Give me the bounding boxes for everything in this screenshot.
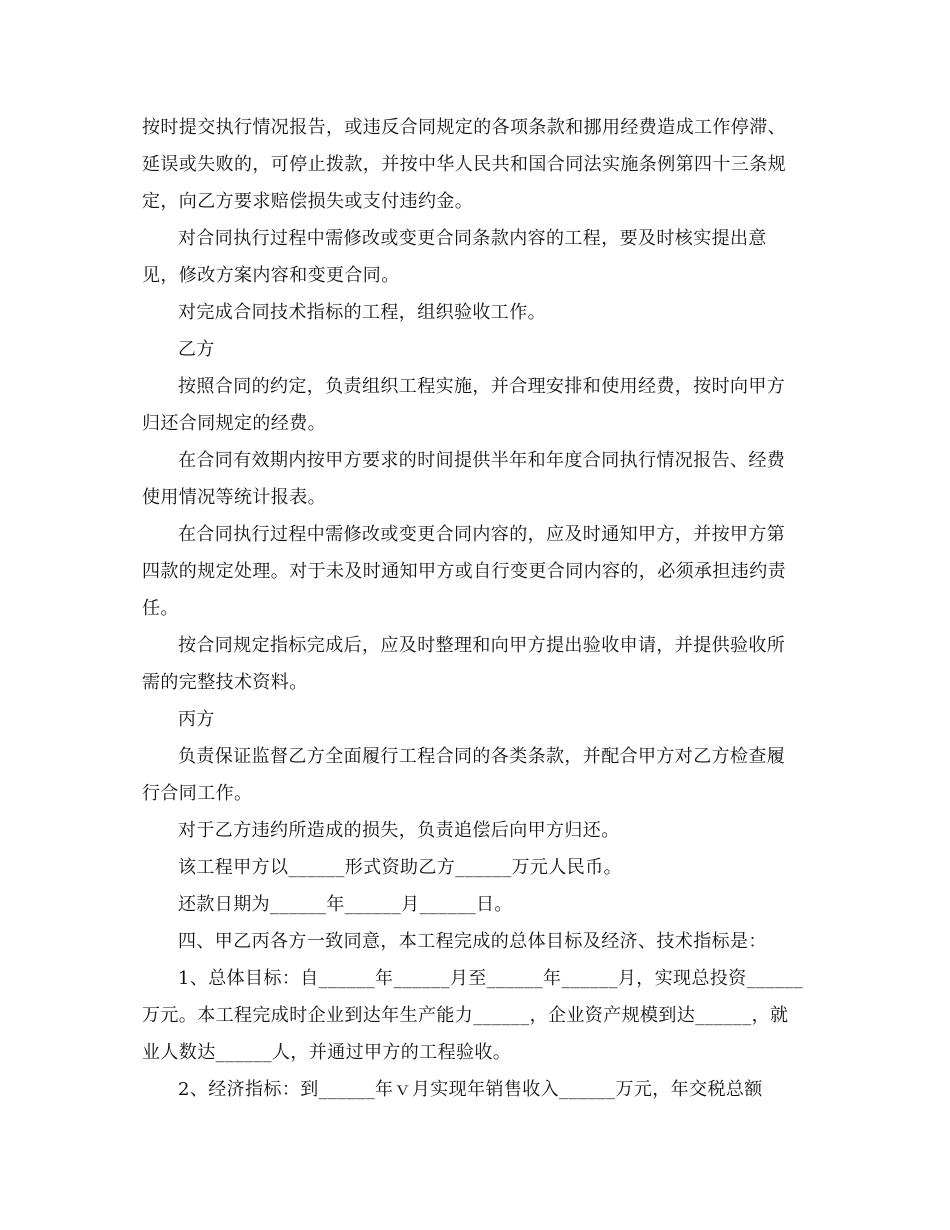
text-line: 按合同规定指标完成后，应及时整理和向甲方提出验收申请，并提供验收所 bbox=[178, 635, 786, 656]
paragraph-overall-goal bbox=[142, 960, 807, 1071]
section-heading: 乙方 bbox=[178, 339, 215, 360]
paragraph-repayment-date bbox=[142, 886, 807, 923]
text-line: 见，修改方案内容和变更合同。 bbox=[142, 265, 400, 286]
section-heading-bingfang bbox=[142, 701, 807, 738]
section-heading: 丙方 bbox=[178, 709, 215, 730]
paragraph-acceptance bbox=[142, 294, 807, 331]
text-line: 按照合同的约定，负责组织工程实施，并合理安排和使用经费，按时向甲方 bbox=[178, 376, 786, 397]
paragraph-bingfang-supervision bbox=[142, 738, 807, 812]
text-line: 该工程甲方以______形式资助乙方______万元人民币。 bbox=[178, 857, 622, 878]
paragraph-section-four bbox=[142, 923, 807, 960]
paragraph-funding bbox=[142, 849, 807, 886]
paragraph-jiafang-penalty bbox=[142, 109, 807, 220]
text-line: 还款日期为______年______月______日。 bbox=[178, 894, 513, 915]
paragraph-economic-indicator bbox=[142, 1071, 807, 1108]
paragraph-yifang-implementation bbox=[142, 368, 807, 442]
paragraph-yifang-changes bbox=[142, 516, 807, 627]
text-line: 归还合同规定的经费。 bbox=[142, 413, 326, 434]
text-line: 任。 bbox=[142, 598, 179, 619]
text-line: 在合同有效期内按甲方要求的时间提供半年和年度合同执行情况报告、经费 bbox=[178, 450, 786, 471]
text-line: 2、经济指标：到______年ｖ月实现年销售收入______万元，年交税总额 bbox=[178, 1079, 763, 1100]
document-body bbox=[142, 109, 807, 1108]
paragraph-yifang-reports bbox=[142, 442, 807, 516]
text-line: 行合同工作。 bbox=[142, 783, 253, 804]
paragraph-contract-modification bbox=[142, 220, 807, 294]
text-line: 四、甲乙丙各方一致同意，本工程完成的总体目标及经济、技术指标是： bbox=[178, 931, 767, 952]
text-line: 定，向乙方要求赔偿损失或支付违约金。 bbox=[142, 191, 474, 212]
text-line: 在合同执行过程中需修改或变更合同内容的，应及时通知甲方，并按甲方第 bbox=[178, 524, 786, 545]
paragraph-bingfang-recovery bbox=[142, 812, 807, 849]
text-line: 业人数达______人，并通过甲方的工程验收。 bbox=[142, 1042, 512, 1063]
text-line: 万元。本工程完成时企业到达年生产能力______，企业资产规模到达______，就 bbox=[142, 1005, 789, 1026]
text-line: 对合同执行过程中需修改或变更合同条款内容的工程，要及时核实提出意 bbox=[178, 228, 767, 249]
text-line: 1、总体目标：自______年______月至______年______月，实现总投资______ bbox=[178, 968, 804, 989]
paragraph-yifang-acceptance bbox=[142, 627, 807, 701]
text-line: 按时提交执行情况报告，或违反合同规定的各项条款和挪用经费造成工作停滞、 bbox=[142, 117, 786, 138]
text-line: 对完成合同技术指标的工程，组织验收工作。 bbox=[178, 302, 546, 323]
text-line: 对于乙方违约所造成的损失，负责追偿后向甲方归还。 bbox=[178, 820, 620, 841]
text-line: 延误或失败的，可停止拨款，并按中华人民共和国合同法实施条例第四十三条规 bbox=[142, 154, 786, 175]
text-line: 负责保证监督乙方全面履行工程合同的各类条款，并配合甲方对乙方检查履 bbox=[178, 746, 786, 767]
text-line: 四款的规定处理。对于未及时通知甲方或自行变更合同内容的，必须承担违约责 bbox=[142, 561, 786, 582]
text-line: 使用情况等统计报表。 bbox=[142, 487, 326, 508]
text-line: 需的完整技术资料。 bbox=[142, 672, 308, 693]
section-heading-yifang bbox=[142, 331, 807, 368]
